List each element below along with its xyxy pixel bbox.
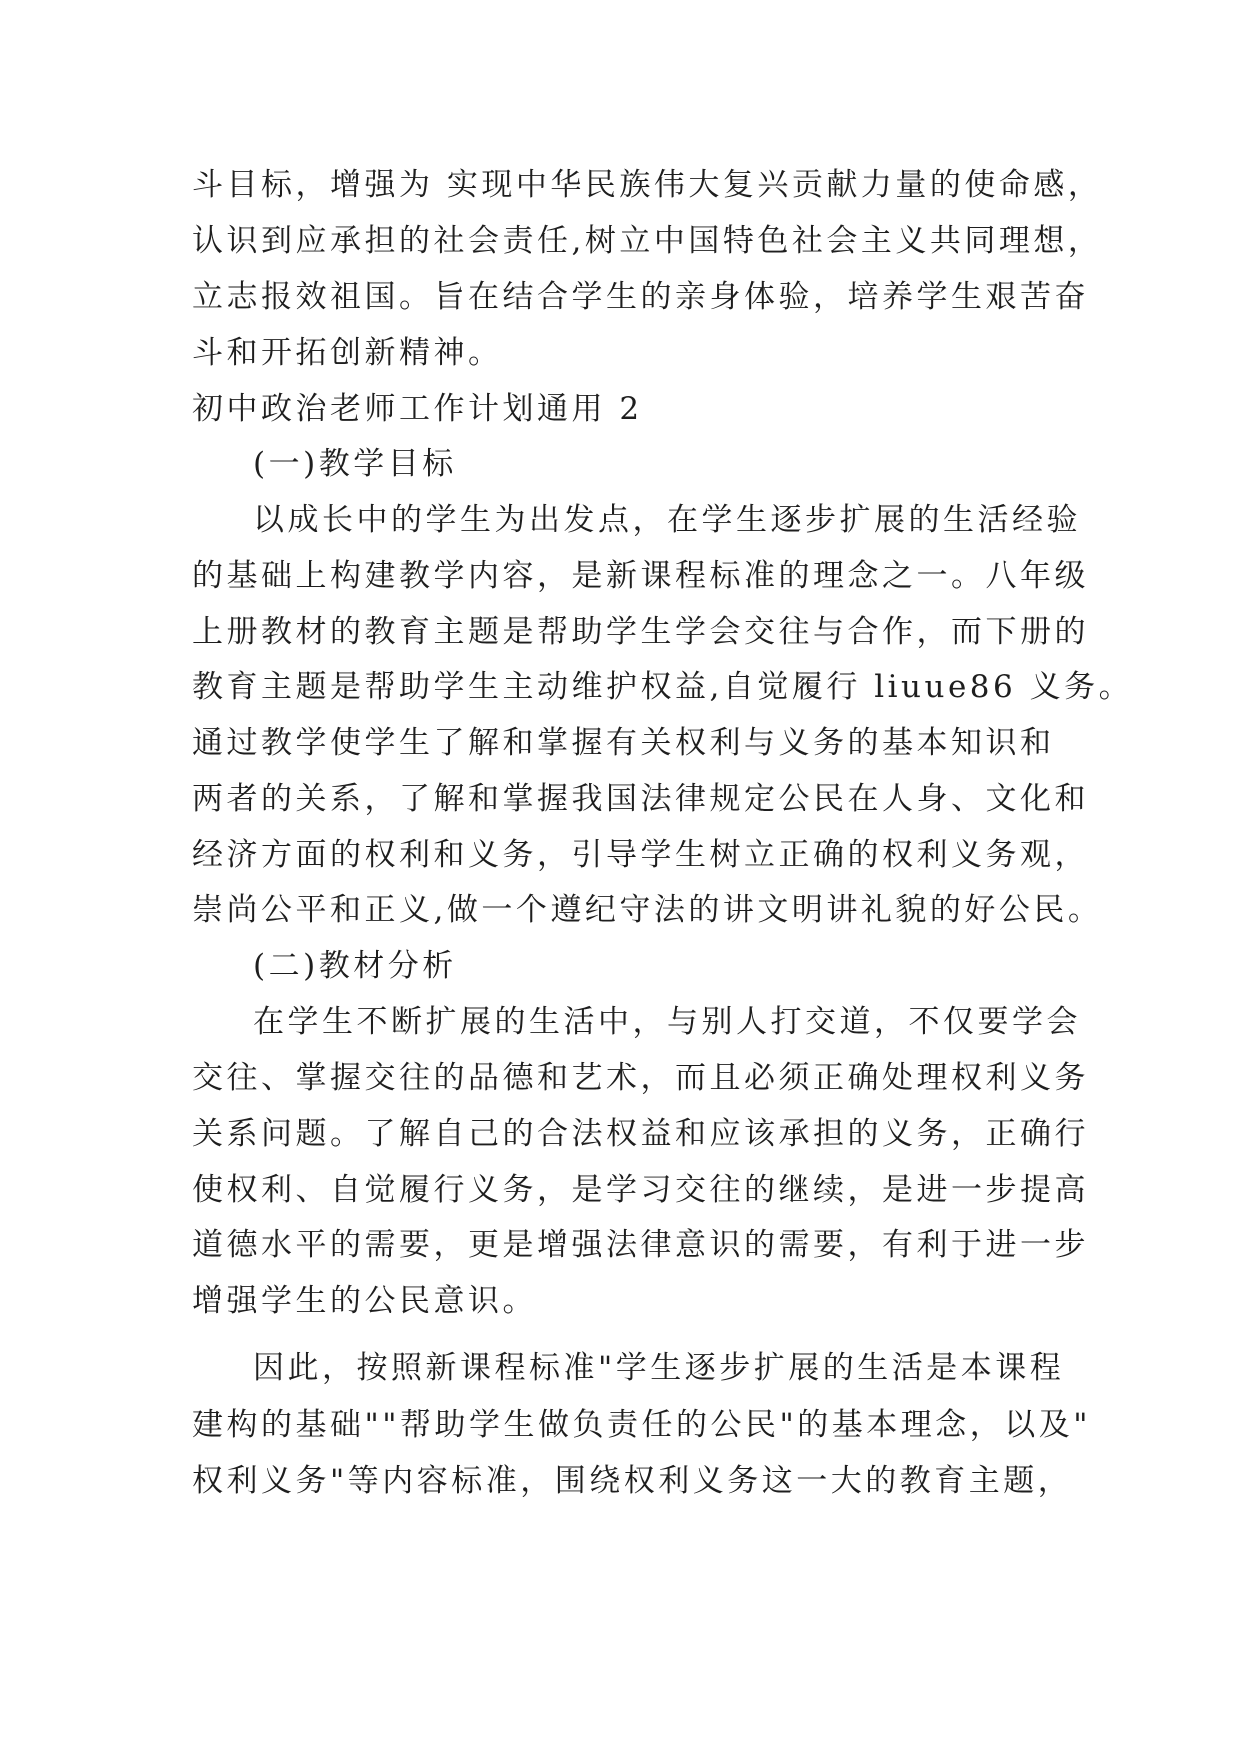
paragraph-line: 使权利、自觉履行义务，是学习交往的继续，是进一步提高: [192, 1172, 1089, 1208]
paragraph-line: 因此，按照新课程标准"学生逐步扩展的生活是本课程: [253, 1350, 1065, 1386]
paragraph-line: 关系问题。了解自己的合法权益和应该承担的义务，正确行: [192, 1116, 1089, 1152]
paragraph-line: 教育主题是帮助学生主动维护权益,自觉履行 liuue86 义务。: [192, 669, 1134, 705]
paragraph-line: 道德水平的需要，更是增强法律意识的需要，有利于进一步: [192, 1227, 1089, 1263]
paragraph-line: 认识到应承担的社会责任,树立中国特色社会主义共同理想，: [192, 223, 1103, 259]
subheading: (二)教材分析: [253, 948, 457, 984]
paragraph-line: 在学生不断扩展的生活中，与别人打交道，不仅要学会: [253, 1004, 1081, 1040]
paragraph-line: 崇尚公平和正义,做一个遵纪守法的讲文明讲礼貌的好公民。: [192, 892, 1103, 928]
paragraph-line: 交往、掌握交往的品德和艺术，而且必须正确处理权利义务: [192, 1060, 1089, 1096]
paragraph-line: 增强学生的公民意识。: [192, 1283, 537, 1319]
paragraph-line: 斗和开拓创新精神。: [192, 335, 503, 371]
paragraph-line: 的基础上构建教学内容，是新课程标准的理念之一。八年级: [192, 558, 1089, 594]
paragraph-line: 经济方面的权利和义务，引导学生树立正确的权利义务观，: [192, 837, 1089, 873]
paragraph-line: 权利义务"等内容标准，围绕权利义务这一大的教育主题，: [192, 1463, 1073, 1499]
paragraph-line: 以成长中的学生为出发点，在学生逐步扩展的生活经验: [253, 502, 1081, 538]
paragraph-line: 两者的关系，了解和掌握我国法律规定公民在人身、文化和: [192, 781, 1089, 817]
paragraph-line: 上册教材的教育主题是帮助学生学会交往与合作，而下册的: [192, 614, 1089, 650]
paragraph-line: 通过教学使学生了解和掌握有关权利与义务的基本知识和: [192, 725, 1055, 761]
section-title: 初中政治老师工作计划通用 2: [192, 391, 643, 427]
paragraph-line: 立志报效祖国。旨在结合学生的亲身体验，培养学生艰苦奋: [192, 279, 1089, 315]
paragraph-line: 斗目标，增强为 实现中华民族伟大复兴贡献力量的使命感，: [192, 167, 1103, 203]
subheading: (一)教学目标: [253, 446, 457, 482]
paragraph-line: 建构的基础""帮助学生做负责任的公民"的基本理念，以及": [192, 1407, 1092, 1443]
